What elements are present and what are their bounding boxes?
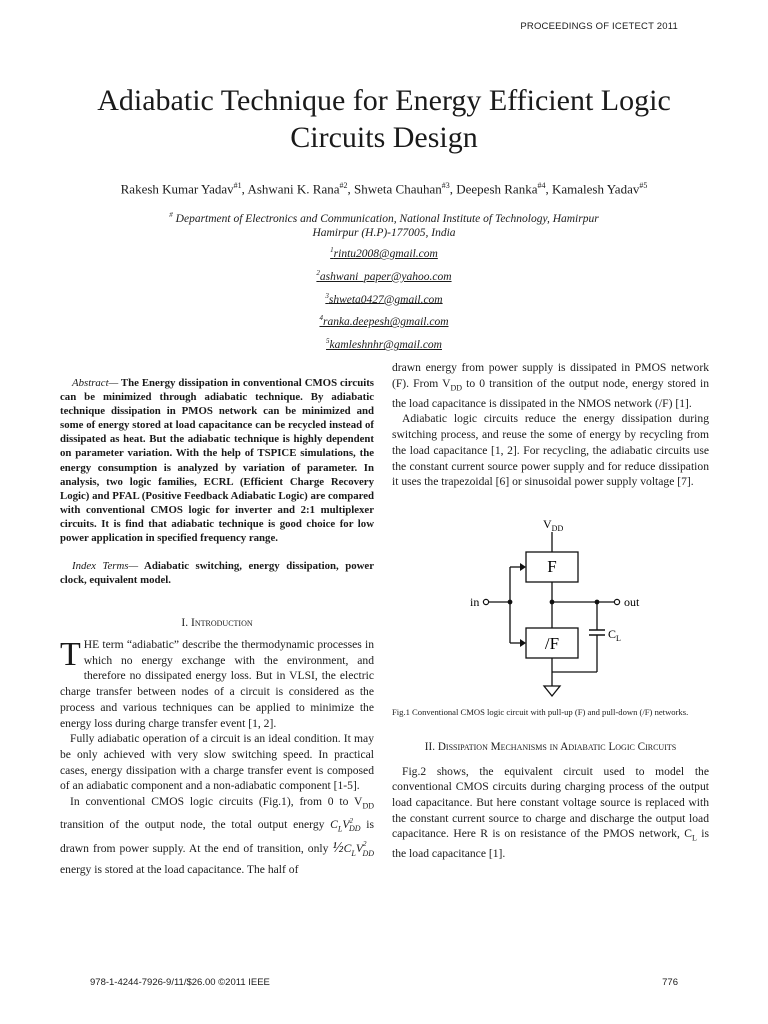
email-sup: 2 bbox=[316, 268, 320, 277]
paragraph: Fully adiabatic operation of a circuit is an ideal condition. It may be only achieved with very slow switching speed. In practical cases, energy dissipation with a charge transfer event is composed of an adiabatic component and a non-adiabatic component [1-5]. bbox=[60, 732, 374, 793]
title-line-1: Adiabatic Technique for Energy Efficient Logic bbox=[97, 84, 671, 117]
author-sup: #5 bbox=[639, 181, 648, 190]
left-column bbox=[60, 376, 374, 877]
email-list bbox=[60, 241, 708, 355]
superscript: 2 bbox=[362, 839, 367, 848]
text-run: In conventional CMOS logic circuits (Fig.1), from 0 to V bbox=[70, 795, 363, 809]
arrow-nf bbox=[520, 639, 526, 647]
section-heading: II. Dissipation Mechanisms in Adiabatic Logic Circuits bbox=[424, 740, 677, 753]
affiliation-line-2: Hamirpur (H.P)-177005, India bbox=[312, 226, 456, 239]
paragraph bbox=[392, 360, 709, 411]
text-run: is drawn from power supply. At the end of transition, only bbox=[60, 817, 374, 855]
email-address: ashwani_paper@yahoo.com bbox=[319, 270, 452, 283]
author-name: Deepesh Ranka bbox=[456, 181, 538, 197]
arrow-f bbox=[520, 563, 526, 571]
author-sup: #2 bbox=[339, 181, 348, 190]
drop-cap: T bbox=[60, 636, 81, 674]
math-symbol: C bbox=[343, 841, 352, 855]
title-line-2: Circuits Design bbox=[290, 121, 478, 154]
subscript: L bbox=[691, 833, 697, 843]
author-list: Rakesh Kumar Yadav$^{\#1}$, Ashwani K. Rana$^{\#2}$, Shweta Chauhan$^{\#3}$, Deepesh Ranka$^{\#4}$, Kamalesh Yadav$^{\#5}$ bbox=[120, 181, 648, 197]
page-number: 776 bbox=[662, 977, 678, 988]
email-sup: 3 bbox=[325, 291, 329, 300]
ground-symbol bbox=[544, 686, 560, 696]
subscript: L bbox=[337, 824, 343, 834]
subscript: DD bbox=[450, 383, 463, 393]
nf-label: /F bbox=[544, 633, 560, 653]
math-expression bbox=[332, 840, 374, 856]
paragraph bbox=[392, 764, 709, 863]
text-run: transition of the output node, the total output energy bbox=[60, 817, 331, 831]
math-expression bbox=[330, 817, 361, 834]
email-link[interactable] bbox=[60, 309, 708, 332]
in-terminal bbox=[483, 599, 488, 604]
subscript: DD bbox=[362, 848, 374, 858]
paragraph bbox=[60, 794, 374, 877]
math-symbol: C bbox=[330, 817, 338, 831]
out-label: out bbox=[624, 594, 640, 609]
affiliation-sup: # bbox=[169, 211, 173, 219]
email-link[interactable] bbox=[60, 264, 708, 287]
paragraph bbox=[60, 637, 374, 731]
f-label: F bbox=[547, 556, 557, 576]
subscript: DD bbox=[362, 801, 374, 811]
abstract bbox=[60, 376, 374, 545]
author-sup: #4 bbox=[537, 181, 546, 190]
email-link[interactable] bbox=[60, 241, 708, 264]
author-name: Rakesh Kumar Yadav bbox=[120, 181, 234, 197]
abstract-text: The Energy dissipation in conventional CMOS circuits can be minimized through adiabatic technique. By adiabatic technique dissipation in PMOS network can be minimized and some of energy stored at load capacitance can be recycled instead of dissipated as heat. But the adiabatic technique is highly dependent on parameter variation. With the help of TSPICE simulations, the energy consumption is analyzed by variation of parameter. In analysis, two logic families, ECRL (Efficient Charge Recovery Logic) and PFAL (Positive Feedback Adiabatic Logic) are compared with conventional CMOS logic for inverter and 2:1 multiplexer circuits. It is find that adiabatic technique is good choice for low power application in specified frequency range. bbox=[60, 377, 374, 545]
running-header: PROCEEDINGS OF ICETECT 2011 bbox=[520, 21, 678, 32]
superscript: 2 bbox=[349, 817, 353, 826]
text-run: drawn energy from power supply is dissipated in PMOS network (F). From V bbox=[392, 361, 709, 390]
author-name: Ashwani K. Rana bbox=[247, 181, 340, 197]
subscript: L bbox=[351, 848, 356, 858]
author-name: Shweta Chauhan bbox=[354, 181, 442, 197]
circuit-diagram bbox=[392, 504, 709, 700]
email-address: ranka.deepesh@gmail.com bbox=[322, 316, 449, 329]
email-address: kamleshnhr@gmail.com bbox=[329, 339, 442, 352]
abstract-label: Abstract— bbox=[72, 377, 119, 389]
math-symbol: V bbox=[355, 841, 363, 855]
subscript: DD bbox=[348, 824, 361, 834]
in-label: in bbox=[470, 594, 480, 609]
email-sup: 5 bbox=[326, 337, 330, 346]
text-run: is the load capacitance [1]. bbox=[392, 827, 709, 861]
index-terms bbox=[60, 559, 374, 587]
footer-isbn: 978-1-4244-7926-9/11/$26.00 ©2011 IEEE bbox=[90, 977, 270, 988]
email-address: rintu2008@gmail.com bbox=[333, 247, 438, 260]
paragraph-text: HE term “adiabatic” describe the thermodynamic processes in which no energy exchange with the environment, and therefore no dissipated energy loss. But in VLSI, the electric charge transfer between nodes of a circuit is considered as the process and various techniques can be applied to minimize the energy loss during charge transfer event [1, 2]. bbox=[60, 638, 374, 730]
paper-title bbox=[60, 82, 708, 156]
vdd-label: $V_{DD}$ bbox=[543, 516, 564, 533]
math-fraction: ½ bbox=[332, 839, 344, 856]
email-sup: 4 bbox=[319, 314, 323, 323]
author-sup: #1 bbox=[233, 181, 242, 190]
affiliation-line-1: Department of Electronics and Communication, National Institute of Technology, Hamirpur bbox=[175, 212, 599, 225]
email-address: shweta0427@gmail.com bbox=[328, 293, 443, 306]
author-sup: #3 bbox=[441, 181, 450, 190]
out-terminal bbox=[614, 599, 619, 604]
email-link[interactable] bbox=[60, 287, 708, 310]
text-run: to 0 transition of the output node, energy stored in the load capacitance is dissipated in the NMOS network (/F) [1]. bbox=[392, 376, 709, 410]
index-terms-label: Index Terms— bbox=[72, 560, 139, 573]
right-column bbox=[392, 360, 709, 862]
paragraph: Adiabatic logic circuits reduce the energy dissipation during switching process, and reuse the some of energy by recycling from the load capacitance [1, 2]. For recycling, the adiabatic circuits use the constant current source power supply and for reduce dissipation it uses the trapezoidal [6] or sinusoidal power supply voltage [7]. bbox=[392, 412, 709, 489]
email-link[interactable] bbox=[60, 332, 708, 355]
email-sup: 1 bbox=[330, 246, 334, 254]
text-run: energy is stored at the load capacitance. The half of bbox=[60, 862, 299, 876]
index-terms-text: Adiabatic switching, energy dissipation, power clock, equivalent model. bbox=[60, 560, 374, 587]
math-symbol: V bbox=[342, 817, 350, 831]
figure-1 bbox=[392, 504, 709, 700]
section-heading: I. Introduction bbox=[181, 616, 253, 630]
affiliation bbox=[60, 208, 708, 240]
figure-caption: Fig.1 Conventional CMOS logic circuit with pull-up (F) and pull-down (/F) networks. bbox=[392, 706, 689, 717]
cl-label: $C_L$ bbox=[608, 626, 621, 643]
text-run: Fig.2 shows, the equivalent circuit used to model the conventional CMOS circuits during charging process of the output load capacitance. But here constant voltage source is replaced with the constant current source to charge and discharge the output load capacitance. Here R is on resistance of the PMOS network, C bbox=[392, 764, 709, 841]
author-name: Kamalesh Yadav bbox=[551, 181, 640, 197]
